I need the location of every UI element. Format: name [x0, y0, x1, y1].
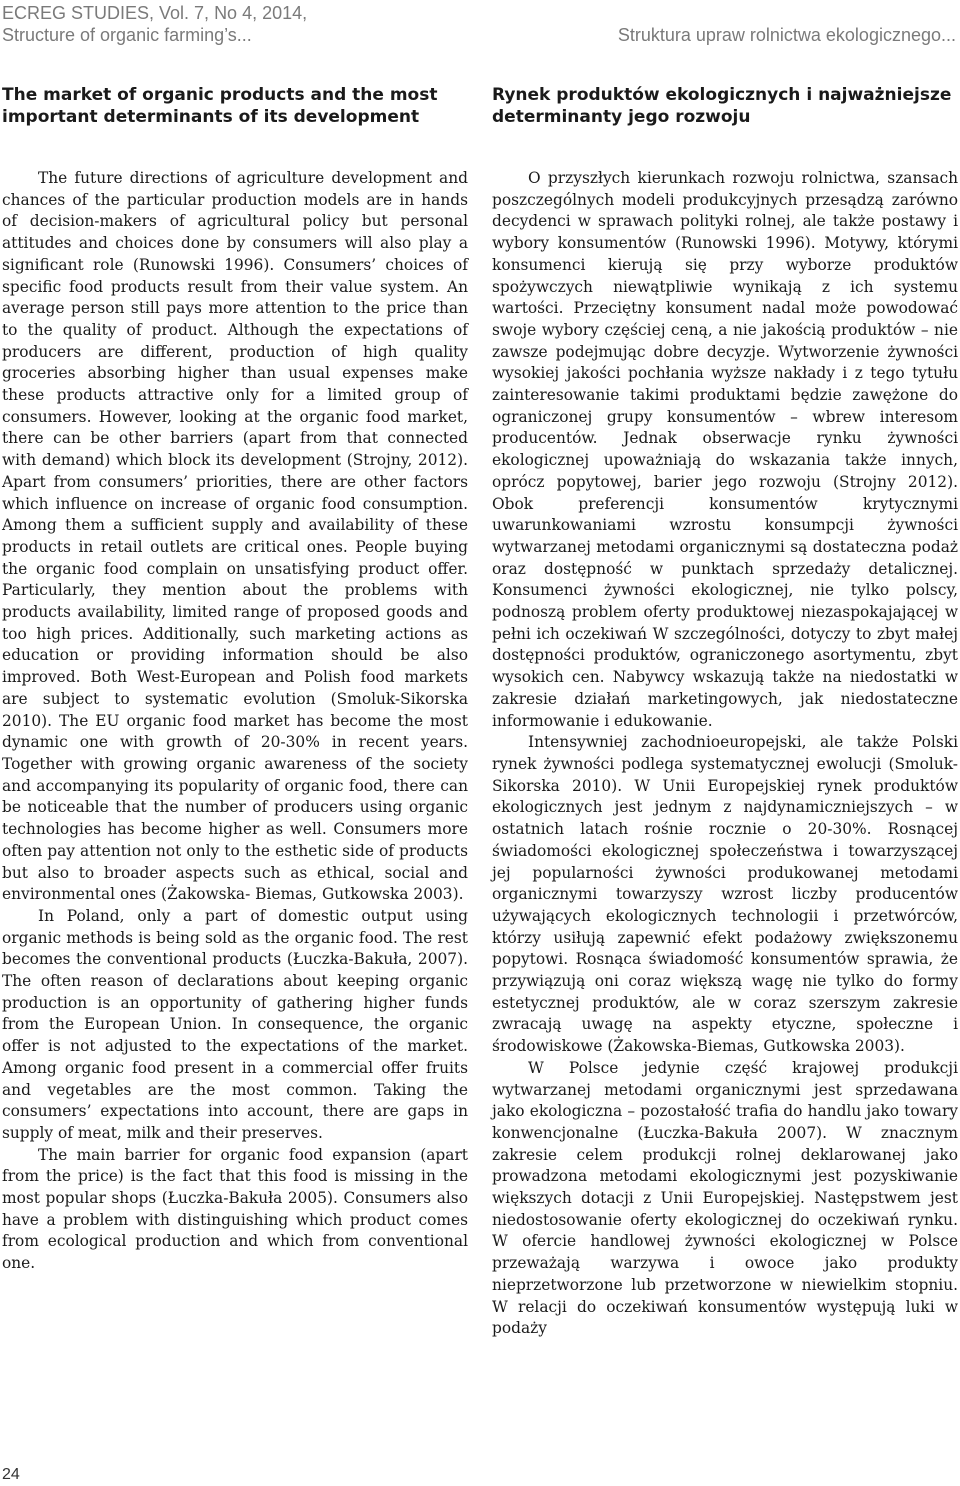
polish-paragraph-1: O przyszłych kierunkach rozwoju rolnictwa, szansach poszczególnych modeli produkcyjnych przesądzą zarówno decydenci w sprawach polityki rolnej, ale także postawy i wybory konsumentów (Runowski 1996). Motywy, którymi konsumenci kierują się przy wyborze produktów spożywczych niewątpliwie wynikają z ich systemu wartości. Przeciętny konsument nadal może powodować swoje wybory częściej ceną, a nie jakością produktów – nie zawsze podejmując dobre decyzje. Wytworzenie żywności wysokiej jakości pochłania wyższe nakłady i z tego tytułu zainteresowanie takimi produktami będzie zawężone do ograniczonej grupy konsumentów – wbrew interesom producentów. Jednak obserwacje rynku żywności ekologicznej upoważniają do wskazania także innych, oprócz popytowej, barier jego rozwoju (Strojny 2012). Obok preferencji konsumentów krytycznymi uwarunkowaniami wzrostu konsumpcji żywności wytwarzanej metodami organicznymi są dostateczna podaż oraz dostępność w punktach sprzedaży detalicznej. Konsumenci żywności ekologicznej, nie tylko polscy, podnoszą problem oferty produktowej niezaspokajającej w pełni ich oczekiwań W szczególności, dotyczy to zbyt małej dostępności produktów, ograniczonego asortymentu, zbyt wysokich cen. Nabywcy wskazują także na niedostatki w zakresie działań marketingowych, jak niedostateczne informowanie i edukowanie.	[492, 169, 958, 730]
page-number: 24	[2, 1466, 20, 1483]
polish-paragraph-3: W Polsce jedynie część krajowej produkcji wytwarzanej metodami organicznymi jest sprzedawana jako ekologiczna – pozostałość trafia do handlu jako towary konwencjonalne (Łuczka-Bakuła 2007). W znacznym zakresie celem produkcji rolnej deklarowanej jako prowadzona metodami ekologicznymi jest pozyskiwanie większych dotacji z Unii Europejskiej. Następstwem jest niedostosowanie oferty ekologicznej do oczekiwań rynku. W ofercie handlowej żywności ekologicznej w Polsce przeważają warzywa i owoce jako produkty nieprzetworzone lub przetworzone w niewielkim stopniu. W relacji do oczekiwań konsumentów występują luki w podaży	[492, 1058, 958, 1338]
section-title-english: The market of organic products and the most important determinants of its development	[2, 85, 438, 127]
english-paragraph-3: The main barrier for organic food expansion (apart from the price) is the fact that this food is missing in the most popular shops (Łuczka-Bakuła 2005). Consumers also have a problem with distinguishing which product comes from ecological production and which from conventional one.	[2, 1145, 468, 1273]
english-column	[2, 84, 468, 1275]
section-title-polish: Rynek produktów ekologicznych i najważniejsze determinanty jego rozwoju	[492, 85, 952, 127]
header-journal: ECREG STUDIES, Vol. 7, No 4, 2014, Structure of organic farming’s...	[2, 3, 308, 45]
running-header-left	[2, 2, 307, 46]
header-title-polish: Struktura upraw rolnictwa ekologicznego...	[617, 25, 956, 45]
polish-paragraph-2: Intensywniej zachodnioeuropejski, ale także Polski rynek żywności podlega systematycznej ewolucji (Smoluk-Sikorska 2010). W Unii Europejskiej rynek produktów ekologicznych jest jednym z najdynamiczniejszych – w ostatnich latach rośnie rocznie o 20-30%. Rosnącej świadomości ekologicznej społeczeństwa i towarzyszącej jej popularności żywności produkowanej metodami organicznymi towarzyszy wzrost liczby producentów używających ekologicznych technologii i przetwórców, którzy usiłują zapewnić efekt podażowy zwiększonemu popytowi. Rosnąca świadomość konsumentów sprawia, że przywiązują oni coraz większą wagę nie tylko do formy estetycznej produktów, ale w coraz szerszym zakresie zwracają uwagę na aspekty etyczne, społeczne i środowiskowe (Żakowska-Biemas, Gutkowska 2003).	[492, 733, 958, 1056]
polish-column	[492, 84, 958, 1340]
running-header-right	[618, 24, 956, 46]
english-paragraph-2: In Poland, only a part of domestic output using organic methods is being sold as the organic food. The rest becomes the conventional products (Łuczka-Bakuła, 2007). The often reason of declarations about keeping organic production is an opportunity of gathering higher funds from the European Union. In consequence, the organic offer is not adjusted to the expectations of the market. Among organic food present in a commercial offer fruits and vegetables are the most common. Taking the consumers’ expectations into account, there are gaps in supply of meat, milk and their preserves.	[2, 906, 468, 1142]
english-paragraph-1: The future directions of agriculture development and chances of the particular production models are in hands of decision-makers of agricultural policy but personal attitudes and choices done by consumers will also play a significant role (Runowski 1996). Consumers’ choices of specific food products result from their value system. An average person still pays more attention to the price than to the quality of product. Although the expectations of producers are different, production of high quality groceries absorbing higher than usual expenses make these products attractive only for a limited group of consumers. However, looking at the organic food market, there can be other barriers (apart from that connected with demand) which block its development (Strojny, 2012). Apart from consumers’ priorities, there are other factors which influence on increase of organic food consumption. Among them a sufficient supply and availability of these products in retail outlets are critical ones. People buying the organic food complain on unsatisfying product offer. Particularly, they mention about the problems with products availability, limited range of proposed goods and too high prices. Additionally, such marketing actions as education or providing information should be also improved. Both West-European and Polish food markets are subject to systematic evolution (Smoluk-Sikorska 2010). The EU organic food market has become the most dynamic one with growth of 20-30% in recent years. Together with growing organic awareness of the society and accompanying its popularity of organic food, there can be noticeable that the number of producers using organic technologies has become higher as well. Consumers more often pay attention not only to the esthetic side of products but also to broader aspects such as ethical, social and environmental ones (Żakowska- Biemas, Gutkowska 2003).	[2, 169, 468, 904]
